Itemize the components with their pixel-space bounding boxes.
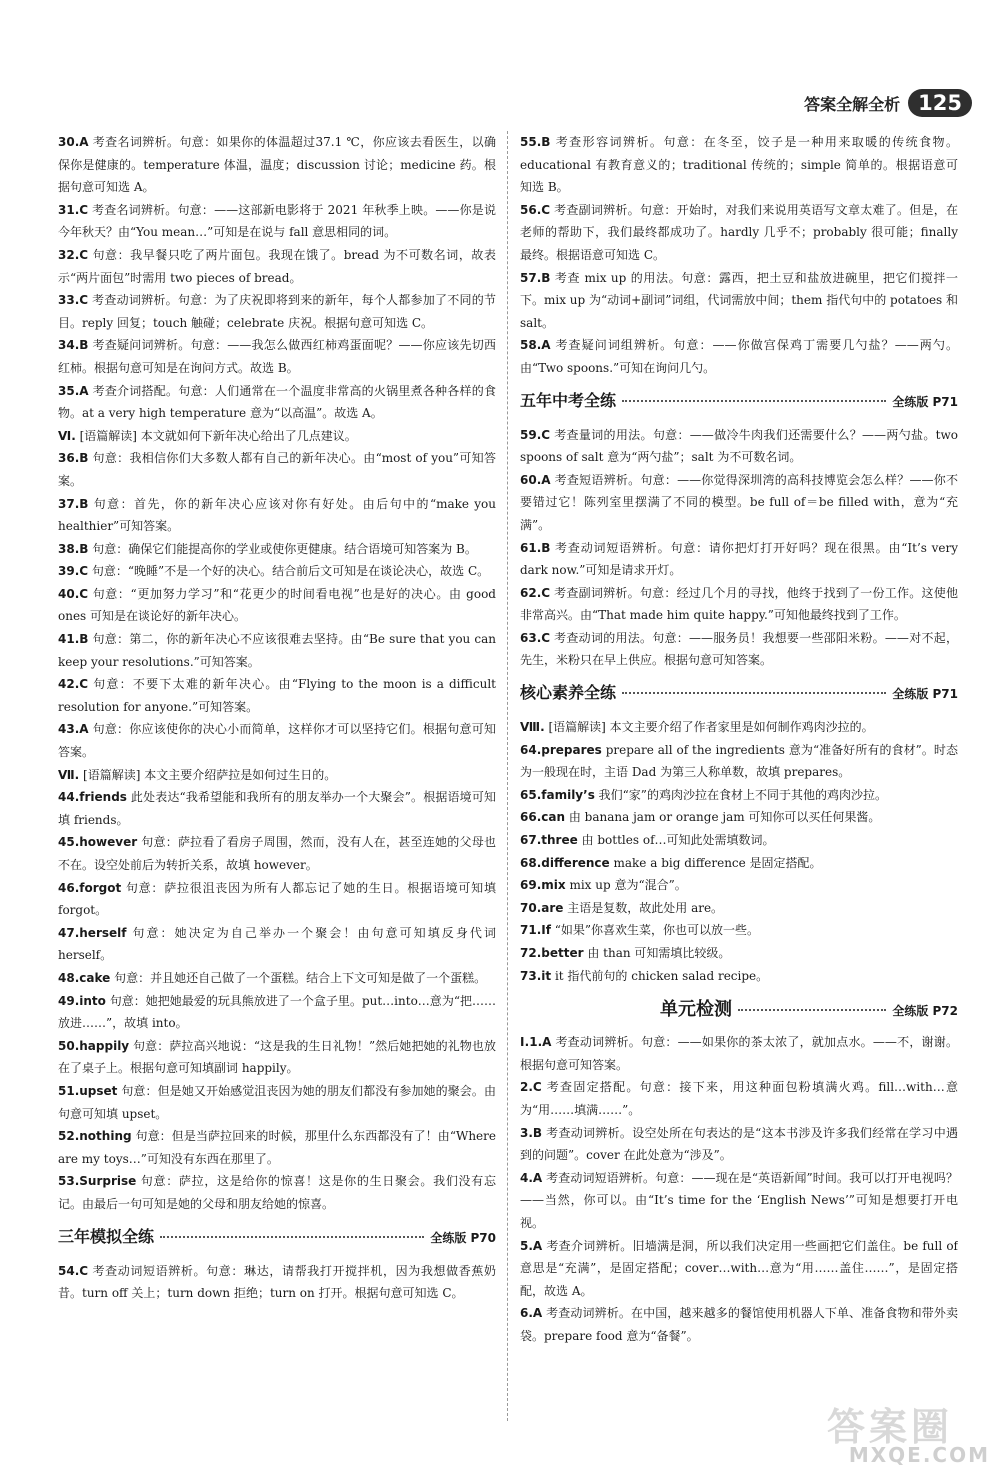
answer-explanation: 句意：萨拉很沮丧因为所有人都忘记了她的生日。根据语境可知填 forgot。 bbox=[58, 880, 496, 918]
answer-explanation: 句意：但是当萨拉回来的时候，那里什么东西都没有了！由“Where are my toys…”可知没有东西在那里了。 bbox=[58, 1129, 496, 1166]
answer-item bbox=[520, 267, 958, 335]
answer-number: 44.friends bbox=[58, 790, 127, 805]
answer-number: 55.B bbox=[520, 135, 551, 149]
column-divider bbox=[507, 131, 508, 1421]
section-dotted-leader bbox=[160, 1236, 424, 1238]
answer-item bbox=[520, 469, 958, 537]
answer-number: 32.C bbox=[58, 247, 89, 262]
watermark bbox=[790, 1399, 990, 1469]
answer-explanation: 句意：我早餐只吃了两片面包。我现在饿了。bread 为不可数名词，故表示“两片面包”时需用 two pieces of bread。 bbox=[58, 247, 496, 285]
answer-item bbox=[58, 199, 496, 244]
answer-item bbox=[520, 784, 958, 807]
answer-item bbox=[520, 424, 958, 469]
answer-number: 39.C bbox=[58, 564, 89, 579]
answer-item bbox=[520, 852, 958, 875]
watermark-url: MXQE.COM bbox=[848, 1443, 990, 1467]
answer-item bbox=[58, 1125, 496, 1170]
answer-item bbox=[58, 922, 496, 967]
answer-number: 65.family’s bbox=[520, 787, 595, 802]
answer-explanation: 句意：她决定为自己举办一个聚会！由句意可知填反身代词 herself。 bbox=[58, 925, 496, 963]
section-title: 核心素养全练 bbox=[520, 683, 617, 703]
answer-explanation: 考查量词的用法。句意：——做冷牛肉我们还需要什么？——两勺盐。two spoons of salt 意为“两勺盐”；salt 为不可数名词。 bbox=[520, 427, 958, 465]
answer-number: Ⅰ.1.A bbox=[520, 1035, 552, 1050]
answer-number: 53.Surprise bbox=[58, 1174, 137, 1189]
answer-number: 41.B bbox=[58, 632, 89, 647]
answer-number: 73.it bbox=[520, 968, 552, 983]
answer-number: 57.B bbox=[520, 270, 551, 285]
answer-item bbox=[58, 538, 496, 561]
answer-item bbox=[520, 199, 958, 267]
answer-item bbox=[58, 131, 496, 199]
answer-number: Ⅶ. bbox=[58, 767, 80, 782]
answer-explanation: 考查疑问词组辨析。句意：——你做宫保鸡丁需要几勺盐？——两勺。由“Two spoons.”可知在询问几勺。 bbox=[520, 338, 958, 375]
answer-item bbox=[520, 1302, 958, 1347]
answer-item bbox=[58, 967, 496, 990]
answer-number: 2.C bbox=[520, 1080, 542, 1095]
answer-number: 59.C bbox=[520, 427, 551, 442]
answer-explanation: 句意：第二，你的新年决心不应该很难去坚持。由“Be sure that you can keep your resolutions.”可知答案。 bbox=[58, 632, 496, 669]
answer-explanation: 句意：萨拉看了看房子周围，然而，没有人在，甚至连她的父母也不在。设空处前后为转折关系，故填 however。 bbox=[58, 835, 496, 872]
answer-item bbox=[520, 1167, 958, 1235]
answer-number: 63.C bbox=[520, 630, 551, 645]
section-dotted-leader bbox=[622, 692, 886, 694]
answer-item bbox=[520, 1235, 958, 1303]
answer-explanation: 考查 mix up 的用法。句意：露西，把土豆和盐放进碗里，把它们搅拌一下。mix up 为“动词+副词”词组，代词需放中间；them 指代句中的 potatoes 和 salt。 bbox=[520, 270, 958, 330]
answer-explanation: make a big difference 是固定搭配。 bbox=[613, 855, 822, 870]
answer-explanation: 由 bottles of…可知此处需填数词。 bbox=[581, 833, 775, 848]
answer-item bbox=[58, 831, 496, 876]
answer-explanation: 考查动词短语辨析。句意：琳达，请帮我打开搅拌机，因为我想做香蕉奶昔。turn off 关上；turn down 拒绝；turn on 打开。根据句意可知选 C。 bbox=[58, 1263, 496, 1301]
answer-number: 37.B bbox=[58, 496, 89, 511]
answer-number: 38.B bbox=[58, 541, 89, 556]
answer-explanation: mix up 意为“混合”。 bbox=[569, 878, 687, 893]
answer-explanation: 主语是复数，故此处用 are。 bbox=[567, 900, 724, 915]
answer-item bbox=[520, 537, 958, 582]
answer-explanation: 考查动词辨析。设空处所在句表达的是“这本书涉及许多我们经常在学习中遇到的问题”。cover 在此处意为“涉及”。 bbox=[520, 1125, 958, 1163]
answer-explanation: [语篇解读] 本文就如何下新年决心给出了几点建议。 bbox=[79, 428, 357, 443]
answer-explanation: 考查副词辨析。句意：开始时，对我们来说用英语写文章太难了。但是，在老师的帮助下，我们最终都成功了。hardly 几乎不；probably 很可能；finally 最终。根据语意可知选 C。 bbox=[520, 202, 958, 262]
answer-number: 30.A bbox=[58, 135, 89, 149]
answer-explanation: 考查介词辨析。旧墙满是洞，所以我们决定用一些画把它们盖住。be full of 意思是“充满”，是固定搭配；cover…with…意为“用……盖住……”，是固定搭配，故选 A。 bbox=[520, 1238, 958, 1298]
answer-explanation: 考查固定搭配。句意：接下来，用这种面包粉填满火鸡。fill…with…意为“用……填满……”。 bbox=[520, 1080, 958, 1117]
section-page-ref: 全练版 P71 bbox=[892, 687, 958, 702]
answer-item bbox=[520, 582, 958, 627]
answer-item bbox=[58, 764, 496, 787]
section-page-ref: 全练版 P71 bbox=[892, 394, 958, 409]
answer-number: 56.C bbox=[520, 202, 551, 217]
section-dotted-leader bbox=[738, 1009, 886, 1011]
answer-explanation: 句意：“晚睡”不是一个好的决心。结合前后文可知是在谈论决心，故选 C。 bbox=[91, 564, 490, 579]
answer-explanation: 考查动词短语辨析。句意：请你把灯打开好吗？现在很黑。由“It’s very dark now.”可知是请求开灯。 bbox=[520, 540, 958, 578]
answer-number: 52.nothing bbox=[58, 1129, 132, 1144]
section-page-ref: 全练版 P70 bbox=[430, 1230, 496, 1245]
answer-explanation: 句意：首先，你的新年决心应该对你有好处。由后句中的“make you healthier”可知答案。 bbox=[58, 496, 496, 534]
answer-explanation: 此处表达“我希望能和我所有的朋友举办一个大聚会”。根据语境可知填 friends。 bbox=[58, 790, 496, 827]
answer-item bbox=[520, 942, 958, 965]
answer-item bbox=[58, 1260, 496, 1305]
answer-number: 64.prepares bbox=[520, 742, 602, 757]
answer-number: 42.C bbox=[58, 677, 89, 692]
answer-number: 62.C bbox=[520, 585, 551, 600]
answer-item bbox=[58, 244, 496, 289]
answer-explanation: 考查介词搭配。句意：人们通常在一个温度非常高的火锅里煮各种各样的食物。at a very high temperature 意为“以高温”。故选 A。 bbox=[58, 383, 496, 421]
section-heading bbox=[520, 388, 958, 418]
answer-item bbox=[58, 425, 496, 448]
answer-number: 3.B bbox=[520, 1125, 543, 1140]
answer-explanation: 句意：她把她最爱的玩具熊放进了一个盒子里。put…into…意为“把……放进……”，故填 into。 bbox=[58, 993, 496, 1031]
answer-item bbox=[520, 716, 958, 739]
answer-explanation: 句意：“更加努力学习”和“花更少的时间看电视”也是好的决心。由 good ones 可知是在谈论好的新年决心。 bbox=[58, 586, 496, 624]
answer-number: 6.A bbox=[520, 1306, 543, 1321]
answer-explanation: it 指代前句的 chicken salad recipe。 bbox=[554, 968, 769, 983]
answer-number: 66.can bbox=[520, 810, 566, 825]
answer-number: 69.mix bbox=[520, 878, 566, 893]
answer-explanation: 句意：并且她还自己做了一个蛋糕。结合上下文可知是做了一个蛋糕。 bbox=[114, 970, 487, 985]
answer-number: 46.forgot bbox=[58, 880, 122, 895]
section-title: 三年模拟全练 bbox=[58, 1226, 155, 1246]
answer-explanation: 句意：萨拉，这是给你的惊喜！这是你的生日聚会。我们没有忘记。由最后一句可知是她的父母和朋友给她的惊喜。 bbox=[58, 1174, 496, 1211]
answer-explanation: [语篇解读] 本文主要介绍萨拉是如何过生日的。 bbox=[83, 767, 337, 782]
watermark-logo: 答案圈 bbox=[826, 1404, 953, 1449]
answer-item bbox=[520, 627, 958, 672]
answer-explanation: [语篇解读] 本文主要介绍了作者家里是如何制作鸡肉沙拉的。 bbox=[548, 720, 874, 735]
answer-number: 36.B bbox=[58, 451, 89, 466]
answer-explanation: 由 banana jam or orange jam 可知你可以买任何果酱。 bbox=[568, 810, 881, 825]
answer-explanation: 考查短语辨析。句意：——你觉得深圳湾的高科技博览会怎么样？——你不要错过它！陈列室里摆满了不同的模型。be full of＝be filled with，意为“充满”。 bbox=[520, 472, 958, 532]
answer-item bbox=[520, 806, 958, 829]
section-page-ref: 全练版 P72 bbox=[892, 1004, 958, 1019]
answer-number: 68.difference bbox=[520, 855, 610, 870]
answer-number: 70.are bbox=[520, 900, 564, 915]
left-column bbox=[58, 131, 496, 1421]
answer-explanation: 由 than 可知需填比较级。 bbox=[587, 946, 731, 960]
answer-item bbox=[520, 1031, 958, 1076]
section-dotted-leader bbox=[622, 400, 886, 402]
answer-item bbox=[58, 718, 496, 763]
answer-number: 33.C bbox=[58, 293, 89, 308]
answer-explanation: 句意：确保它们能提高你的学业或使你更健康。结合语境可知答案为 B。 bbox=[92, 541, 477, 556]
answer-explanation: 考查动词短语辨析。句意：——现在是“英语新闻”时间。我可以打开电视吗？——当然，你可以。由“It’s time for the ‘English News’”可知是想要打开电视。 bbox=[520, 1170, 958, 1230]
section-heading bbox=[520, 680, 958, 710]
answer-item bbox=[58, 447, 496, 492]
right-column bbox=[520, 131, 958, 1421]
answer-item bbox=[520, 965, 958, 988]
answer-explanation: 句意：你应该使你的决心小而简单，这样你才可以坚持它们。根据句意可知答案。 bbox=[58, 722, 496, 760]
answer-columns bbox=[58, 131, 958, 1421]
answer-item bbox=[58, 877, 496, 922]
answer-item bbox=[520, 334, 958, 379]
answer-item bbox=[58, 1035, 496, 1080]
answer-number: 34.B bbox=[58, 338, 89, 353]
page-header bbox=[804, 86, 972, 120]
answer-number: Ⅷ. bbox=[520, 720, 545, 735]
answer-item bbox=[520, 874, 958, 897]
answer-explanation: 句意：我相信你们大多数人都有自己的新年决心。由“most of you”可知答案。 bbox=[58, 451, 496, 488]
answer-number: 60.A bbox=[520, 472, 551, 487]
answer-item bbox=[58, 1170, 496, 1215]
answer-number: 50.happily bbox=[58, 1038, 130, 1053]
answer-explanation: 句意：萨拉高兴地说：“这是我的生日礼物！”然后她把她的礼物也放在了桌子上。根据句意可知填副词 happily。 bbox=[58, 1038, 496, 1076]
answer-number: 71.If bbox=[520, 923, 551, 938]
answer-number: 5.A bbox=[520, 1238, 543, 1253]
answer-number: 54.C bbox=[58, 1263, 89, 1278]
answer-number: 67.three bbox=[520, 833, 578, 848]
answer-explanation: 句意：但是她又开始感觉沮丧因为她的朋友们都没有参加她的聚会。由句意可知填 upset。 bbox=[58, 1083, 496, 1121]
answer-number: 35.A bbox=[58, 383, 89, 398]
answer-number: 31.C bbox=[58, 202, 89, 217]
answer-item bbox=[58, 289, 496, 334]
answer-explanation: 考查名词辨析。句意：如果你的体温超过37.1 ℃，你应该去看医生，以确保你是健康的。temperature 体温，温度；discussion 讨论；medicine 药。根据句意可知选 A。 bbox=[58, 135, 496, 195]
answer-explanation: prepare all of the ingredients 意为“准备好所有的食材”。时态为一般现在时，主语 Dad 为第三人称单数，故填 prepares。 bbox=[520, 742, 958, 780]
answer-explanation: “如果”你喜欢生菜，你也可以放一些。 bbox=[554, 923, 760, 938]
section-heading bbox=[58, 1224, 496, 1254]
answer-number: 45.however bbox=[58, 835, 138, 850]
answer-number: 72.better bbox=[520, 946, 584, 960]
answer-explanation: 考查动词辨析。句意：——如果你的茶太浓了，就加点水。——不，谢谢。根据句意可知答案。 bbox=[520, 1035, 958, 1072]
section-title: 单元检测 bbox=[660, 999, 732, 1021]
answer-explanation: 考查名词辨析。句意：——这部新电影将于 2021 年秋季上映。——你是说今年秋天？由“You mean…”可知是在说与 fall 意思相同的词。 bbox=[58, 202, 496, 240]
answer-item bbox=[520, 919, 958, 942]
answer-explanation: 考查疑问词辨析。句意：——我怎么做西红柿鸡蛋面呢？——你应该先切西红柿。根据句意可知是在询问方式。故选 B。 bbox=[58, 338, 496, 375]
answer-item bbox=[58, 583, 496, 628]
answer-item bbox=[58, 786, 496, 831]
answer-item bbox=[58, 990, 496, 1035]
answer-explanation: 句意：不要下太难的新年决心。由“Flying to the moon is a difficult resolution for anyone.”可知答案。 bbox=[58, 677, 496, 714]
answer-explanation: 我们“家”的鸡肉沙拉在食材上不同于其他的鸡肉沙拉。 bbox=[598, 787, 887, 802]
answer-explanation: 考查副词辨析。句意：经过几个月的寻找，他终于找到了一份工作。这使他非常高兴。由“That made him quite happy.”可知他最终找到了工作。 bbox=[520, 585, 958, 623]
header-title: 答案全解全析 bbox=[804, 94, 901, 114]
answer-number: 47.herself bbox=[58, 925, 127, 940]
answer-item bbox=[58, 673, 496, 718]
answer-item bbox=[520, 897, 958, 920]
answer-item bbox=[520, 131, 958, 199]
answer-item bbox=[58, 628, 496, 673]
page-number-badge: 125 bbox=[908, 89, 972, 117]
answer-number: 40.C bbox=[58, 586, 89, 601]
answer-explanation: 考查形容词辨析。句意：在冬至，饺子是一种用来取暖的传统食物。educational 有教育意义的；traditional 传统的；simple 简单的。根据语意可知选 B。 bbox=[520, 135, 958, 195]
answer-number: 61.B bbox=[520, 540, 551, 555]
answer-number: 58.A bbox=[520, 338, 551, 353]
section-heading bbox=[660, 995, 958, 1025]
answer-number: 51.upset bbox=[58, 1083, 118, 1098]
answer-number: 49.into bbox=[58, 993, 106, 1008]
answer-item bbox=[520, 1122, 958, 1167]
answer-item bbox=[520, 1076, 958, 1121]
answer-number: 48.cake bbox=[58, 970, 111, 985]
answer-item bbox=[58, 1080, 496, 1125]
answer-item bbox=[520, 739, 958, 784]
answer-item bbox=[58, 493, 496, 538]
answer-explanation: 考查动词的用法。句意：——服务员！我想要一些邵阳米粉。——对不起，先生，米粉只在早上供应。根据句意可知答案。 bbox=[520, 630, 958, 668]
answer-number: Ⅵ. bbox=[58, 428, 76, 443]
answer-item bbox=[58, 334, 496, 379]
answer-item bbox=[58, 560, 496, 583]
answer-number: 4.A bbox=[520, 1170, 543, 1185]
section-title: 五年中考全练 bbox=[520, 390, 617, 410]
answer-explanation: 考查动词辨析。在中国，越来越多的餐馆使用机器人下单、准备食物和带外卖袋。prepare food 意为“备餐”。 bbox=[520, 1306, 958, 1343]
answer-item bbox=[520, 829, 958, 852]
answer-number: 43.A bbox=[58, 722, 89, 737]
answer-explanation: 考查动词辨析。句意：为了庆祝即将到来的新年，每个人都参加了不同的节目。reply 回复；touch 触碰；celebrate 庆祝。根据句意可知选 C。 bbox=[58, 293, 496, 330]
answer-item bbox=[58, 380, 496, 425]
